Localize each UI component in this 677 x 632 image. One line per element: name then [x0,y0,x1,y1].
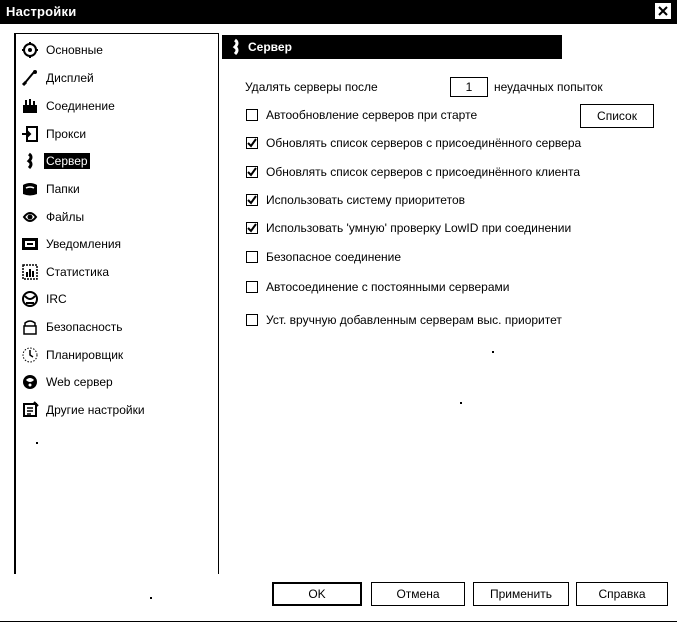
settings-category-list[interactable] [14,33,219,574]
help-button[interactable]: Справка [576,582,668,606]
checkbox[interactable] [246,166,258,178]
server-list-button[interactable]: Список [580,104,654,128]
sidebar-item-label: Прокси [46,127,87,141]
checkbox[interactable] [246,222,258,234]
scan-speck [460,402,462,404]
sidebar-item-label: Сервер [46,154,88,168]
checkbox[interactable] [246,314,258,326]
display-icon [20,68,40,88]
globe-icon [20,372,40,392]
sidebar-item-web-server[interactable] [20,372,115,392]
scan-speck [36,442,38,444]
panel-title: Сервер [248,40,292,54]
ok-button[interactable]: OK [272,582,362,606]
sidebar-item-label: Другие настройки [46,403,145,417]
sidebar-item-label: Безопасность [46,320,123,334]
panel-header [222,35,562,59]
server-icon [226,37,246,57]
statistics-icon [20,262,40,282]
connection-icon [20,96,40,116]
other-settings-icon [20,400,40,420]
checkmark-icon [247,138,257,148]
sidebar-item-label: IRC [46,292,67,306]
sidebar-item-label: Соединение [46,99,115,113]
sidebar-item-label: Дисплей [46,71,94,85]
scheduler-icon [20,345,40,365]
checkbox[interactable] [246,137,258,149]
title-bar [0,0,677,24]
failed-attempts-input[interactable] [450,77,488,97]
checkbox[interactable] [246,109,258,121]
checkbox[interactable] [246,194,258,206]
folder-icon [20,179,40,199]
close-button[interactable] [655,3,671,19]
sidebar-item-server[interactable] [20,151,90,171]
sidebar-item-label: Файлы [46,210,85,224]
sidebar-item-label: Web сервер [46,375,113,389]
remove-servers-suffix: неудачных попыток [494,80,603,94]
checkbox[interactable] [246,251,258,263]
server-icon [20,151,40,171]
checkmark-icon [247,223,257,233]
sidebar-item-connection[interactable] [20,96,117,116]
window-title: Настройки [6,4,77,19]
sidebar-item-label: Папки [46,182,80,196]
remove-servers-label: Удалять серверы после [245,80,378,94]
apply-button[interactable]: Применить [473,582,569,606]
sidebar-item-other-settings[interactable] [20,400,147,420]
option-update-from-server[interactable]: Обновлять список серверов с присоединённого сервера [246,136,581,150]
sidebar-item-folders[interactable] [20,179,82,199]
option-update-from-client[interactable]: Обновлять список серверов с присоединённого клиента [246,165,580,179]
checkbox[interactable] [246,281,258,293]
scan-speck [492,351,494,353]
cancel-button[interactable]: Отмена [371,582,465,606]
proxy-icon [20,124,40,144]
sidebar-item-label: Статистика [46,265,110,279]
files-icon [20,207,40,227]
sidebar-item-notifications[interactable] [20,234,123,254]
sidebar-item-security[interactable] [20,317,125,337]
sidebar-item-files[interactable] [20,207,86,227]
sidebar-item-general[interactable] [20,40,105,60]
sidebar-item-statistics[interactable] [20,262,111,282]
option-auto-connect-static[interactable]: Автосоединение с постоянными серверами [246,280,509,294]
sidebar-item-display[interactable] [20,68,96,88]
shield-icon [20,317,40,337]
close-icon [658,6,668,16]
checkmark-icon [247,195,257,205]
option-manual-high-priority[interactable]: Уст. вручную добавленным серверам выс. приоритет [246,313,562,327]
option-smart-lowid[interactable]: Использовать 'умную' проверку LowID при соединении [246,221,571,235]
sidebar-item-label: Уведомления [46,237,122,251]
sidebar-item-label: Основные [46,43,103,57]
bottom-divider [0,621,677,622]
option-secure-connection[interactable]: Безопасное соединение [246,250,401,264]
sidebar-item-proxy[interactable] [20,124,88,144]
scan-speck [150,597,152,599]
sidebar-item-irc[interactable] [20,289,69,309]
notification-icon [20,234,40,254]
sidebar-item-label: Планировщик [46,348,124,362]
gear-icon [20,40,40,60]
option-auto-update[interactable]: Автообновление серверов при старте [246,108,477,122]
sidebar-item-scheduler[interactable] [20,345,125,365]
irc-icon [20,289,40,309]
checkmark-icon [247,167,257,177]
option-priority-system[interactable]: Использовать систему приоритетов [246,193,465,207]
